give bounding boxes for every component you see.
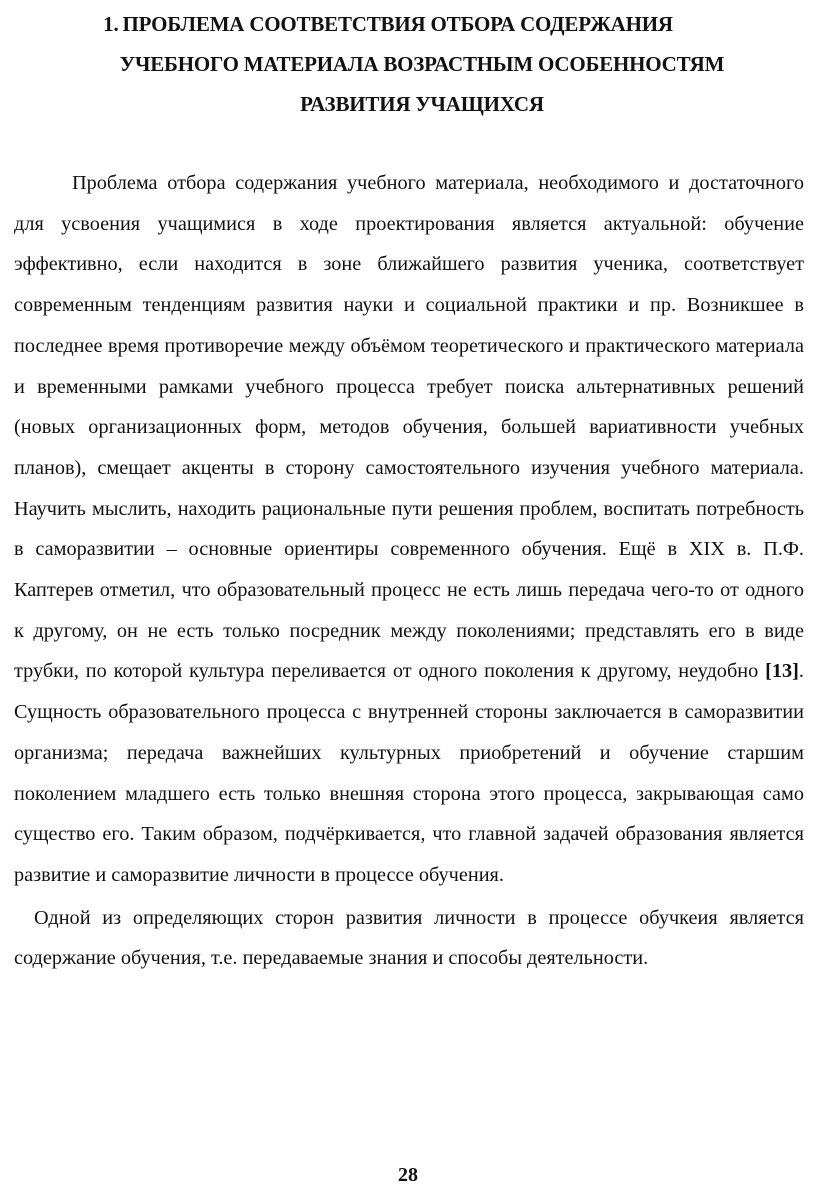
body-text bbox=[14, 163, 804, 979]
heading-line-1-text: ПРОБЛЕМА СООТВЕТСТВИЯ ОТБОРА СОДЕРЖАНИЯ bbox=[122, 12, 673, 36]
heading-line-3: РАЗВИТИЯ УЧАЩИХСЯ bbox=[300, 92, 544, 116]
heading-number: 1. bbox=[103, 12, 119, 36]
heading-line-2: УЧЕБНОГО МАТЕРИАЛА ВОЗРАСТНЫМ ОСОБЕННОСТЯМ bbox=[119, 52, 725, 76]
paragraph-1 bbox=[14, 163, 804, 896]
citation-reference: [13] bbox=[765, 660, 799, 683]
paragraph-2: Одной из определяющих сторон развития личности в процессе обучкеия является содержание обучения, т.е. передаваемые знания и способы деятельности. bbox=[14, 906, 804, 970]
paragraph-1-text-after-ref: . Сущность образовательного процесса с внутренней стороны заключается в саморазвитии организма; передача важнейших культурных приобретений и обучение старшим поколением младшего есть только внешняя сторона этого процесса, закрывающая само существо его. Таким образом, подчёркивается, что главной задачей образования является развитие и саморазвитие личности в процессе обучения. bbox=[14, 660, 804, 886]
paragraph-1-text-before-ref: Проблема отбора содержания учебного материала, необходимого и достаточного для усвоения учащимися в ходе проектирования является актуальной: обучение эффективно, если находится в зоне ближайшего развития ученика, соответствует современным тенденциям развития науки и социальной практики и пр. Возникшее в последнее время противоречие между объёмом теоретического и практического материала и временными рамками учебного процесса требует поиска альтернативных решений (новых организационных форм, методов обучения, большей вариативности учебных планов), смещает акценты в сторону самостоятельного изучения учебного материала. Научить мыслить, находить рациональные пути решения проблем, воспитать потребность в саморазвитии – основные ориентиры современного обучения. Ещё в XIX в. П.Ф. Каптерев отметил, что образовательный процесс не есть лишь передача чего-то от одного к другому, он не есть только посредник между поколениями; представлять его в виде трубки, по которой культура переливается от одного поколения к другому, неудобно bbox=[14, 172, 804, 683]
section-heading bbox=[0, 4, 816, 124]
page-number: 28 bbox=[398, 1164, 418, 1186]
heading-line-1 bbox=[0, 4, 816, 44]
